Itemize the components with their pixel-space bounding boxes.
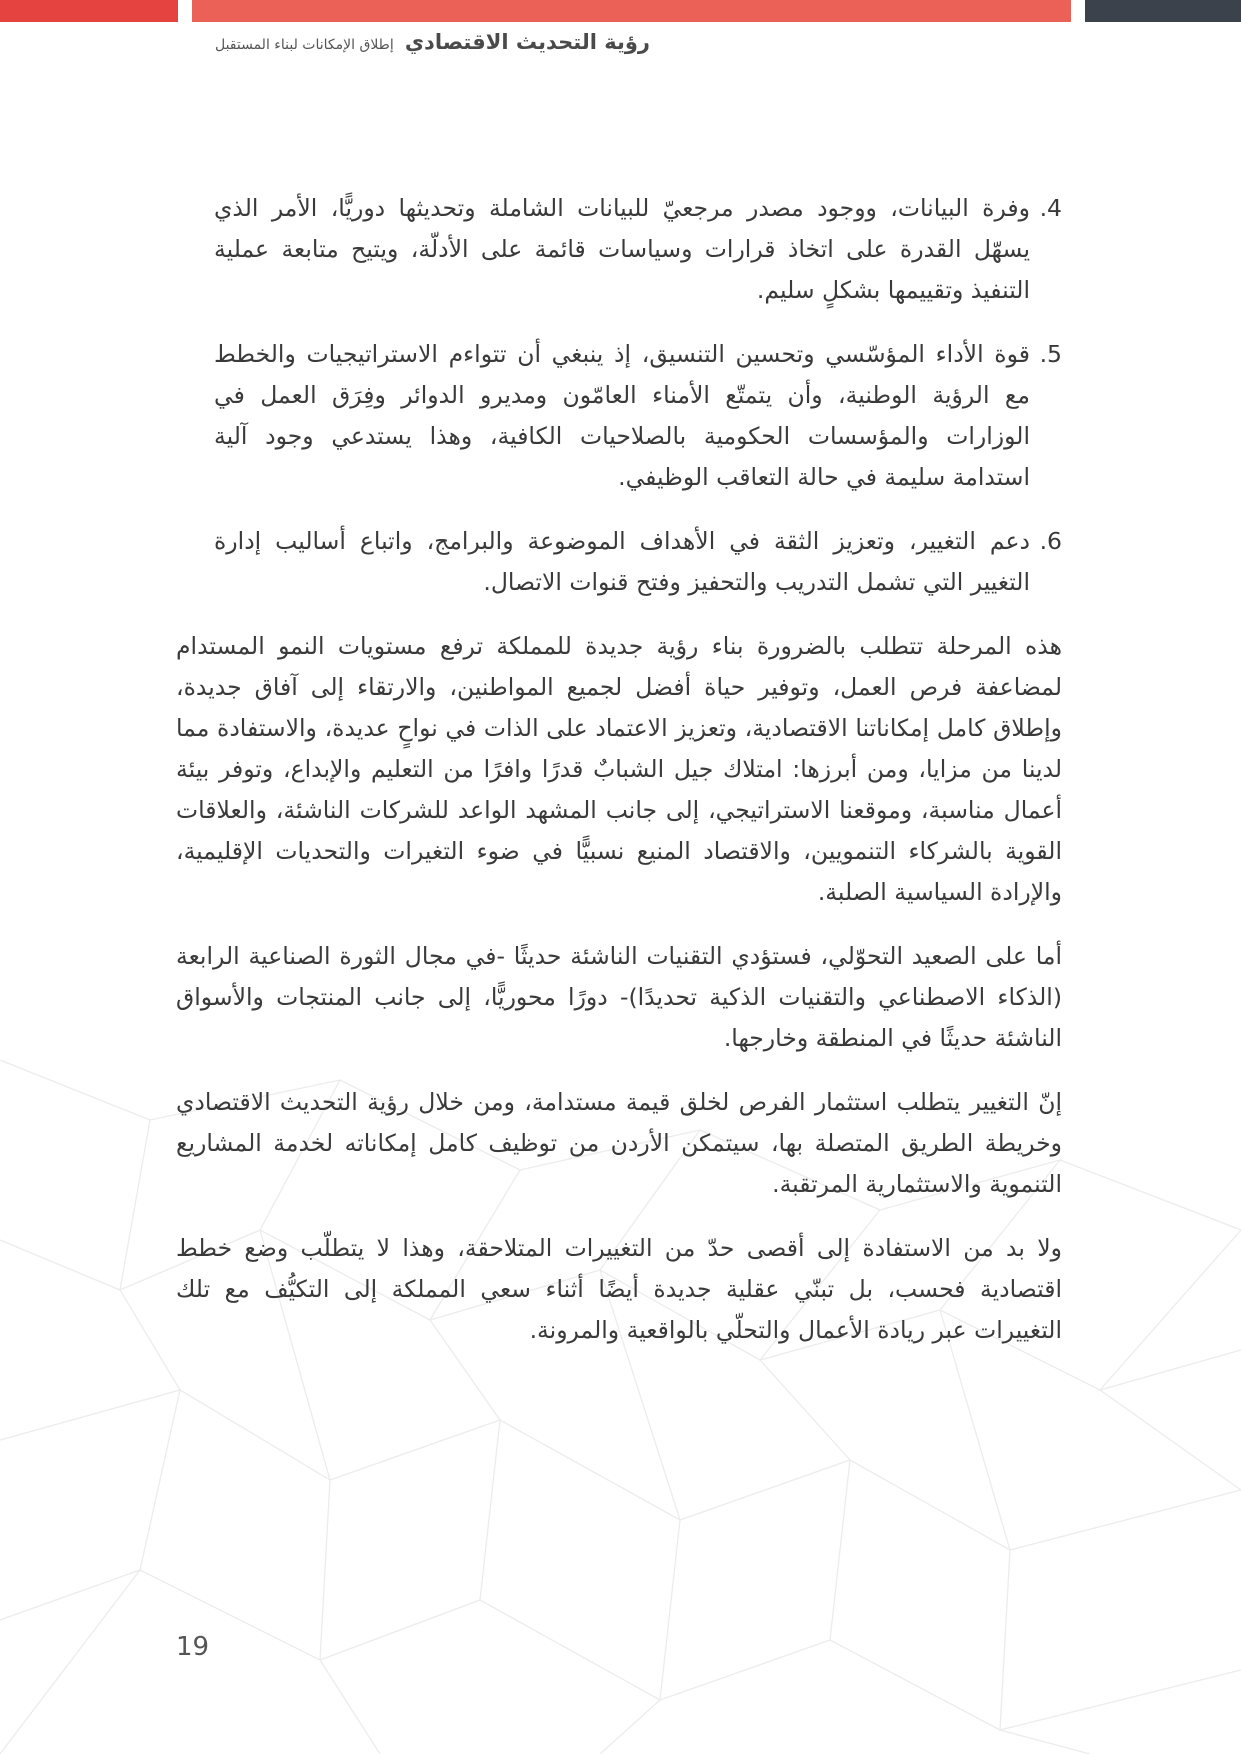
paragraph: هذه المرحلة تتطلب بالضرورة بناء رؤية جديدة للمملكة ترفع مستويات النمو المستدام لمضاعفة فرص العمل، وتوفير حياة أفضل لجميع المواطنين، والارتقاء إلى آفاق جديدة، وإطلاق كامل إمكاناتنا الاقتصادية، وتعزيز الاعتماد على الذات في نواحٍ عديدة، والاستفادة مما لدينا من مزايا، ومن أبرزها: امتلاك جيل الشبابٌ قدرًا وافرًا من التعليم والإبداع، وتوفر بيئة أعمال مناسبة، وموقعنا الاستراتيجي، إلى جانب المشهد الواعد للشركات الناشئة، والعلاقات القوية بالشركاء التنمويين، والاقتصاد المنيع نسبيًّا في ضوء التغيرات والتحديات الإقليمية، والإرادة السياسية الصلبة. xyxy=(176,632,1062,906)
header-bar-red xyxy=(0,0,178,22)
main-text xyxy=(176,188,1062,1374)
list-item-number: 5. xyxy=(1039,340,1062,368)
header-bar-coral xyxy=(192,0,1071,22)
running-header xyxy=(190,30,650,66)
list-item-number: 4. xyxy=(1039,194,1062,222)
numbered-list xyxy=(214,188,1062,603)
list-item-text: دعم التغيير، وتعزيز الثقة في الأهداف الموضوعة والبرامج، واتباع أساليب إدارة التغيير التي تشمل التدريب والتحفيز وفتح قنوات الاتصال. xyxy=(214,527,1030,596)
paragraph: إنّ التغيير يتطلب استثمار الفرص لخلق قيمة مستدامة، ومن خلال رؤية التحديث الاقتصادي وخريطة الطريق المتصلة بها، سيتمكن الأردن من توظيف كامل إمكاناته لخدمة المشاريع التنموية والاستثمارية المرتقبة. xyxy=(176,1088,1062,1198)
list-item xyxy=(214,188,1062,311)
list-item xyxy=(214,334,1062,498)
paragraph: ولا بد من الاستفادة إلى أقصى حدّ من التغييرات المتلاحقة، وهذا لا يتطلّب وضع خطط اقتصادية فحسب، بل تبنّي عقلية جديدة أيضًا أثناء سعي المملكة إلى التكيُّف مع تلك التغييرات عبر ريادة الأعمال والتحلّي بالواقعية والمرونة. xyxy=(176,1234,1062,1344)
list-item xyxy=(214,521,1062,603)
page-number: 19 xyxy=(176,1632,210,1662)
list-item-text: وفرة البيانات، ووجود مصدر مرجعيّ للبيانات الشاملة وتحديثها دوريًّا، الأمر الذي يسهّل القدرة على اتخاذ قرارات وسياسات قائمة على الأدلّة، ويتيح متابعة عملية التنفيذ وتقييمها بشكلٍ سليم. xyxy=(214,194,1030,304)
list-item-text: قوة الأداء المؤسّسي وتحسين التنسيق، إذ ينبغي أن تتواءم الاستراتيجيات والخطط مع الرؤية الوطنية، وأن يتمتّع الأمناء العامّون ومديرو الدوائر وفِرَق العمل في الوزارات والمؤسسات الحكومية بالصلاحيات الكافية، وهذا يستدعي وجود آلية استدامة سليمة في حالة التعاقب الوظيفي. xyxy=(214,340,1030,491)
paragraph: أما على الصعيد التحوّلي، فستؤدي التقنيات الناشئة حديثًا -في مجال الثورة الصناعية الرابعة (الذكاء الاصطناعي والتقنيات الذكية تحديدًا)- دورًا محوريًّا، إلى جانب المنتجات والأسواق الناشئة حديثًا في المنطقة وخارجها. xyxy=(176,942,1062,1052)
document-title: رؤية التحديث الاقتصادي xyxy=(404,30,650,54)
document-subtitle: إطلاق الإمكانات لبناء المستقبل xyxy=(214,37,394,53)
header-bar-dark xyxy=(1085,0,1241,22)
list-item-number: 6. xyxy=(1039,527,1062,555)
